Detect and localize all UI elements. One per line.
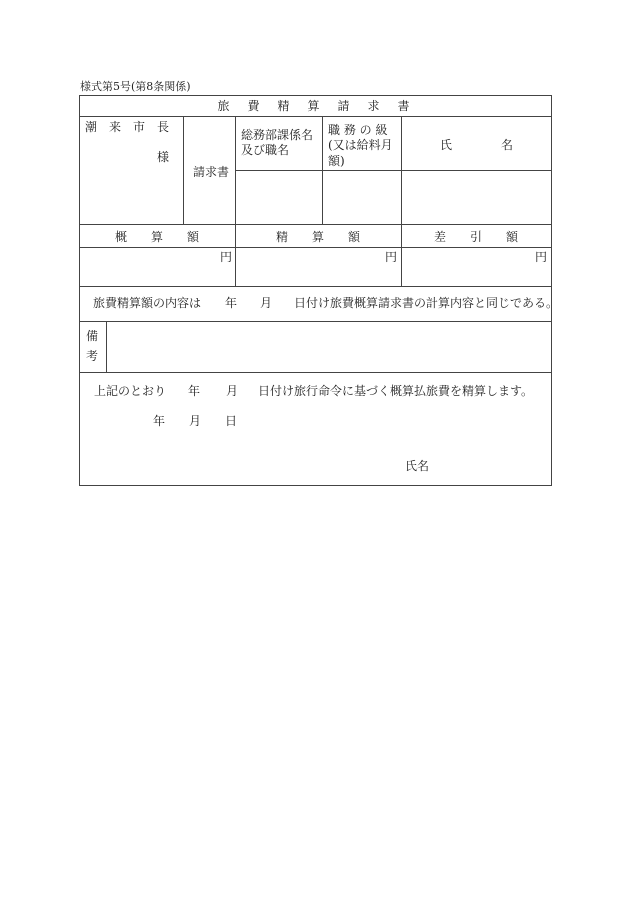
form-border xyxy=(79,95,552,486)
statement-month: 月 xyxy=(260,296,273,310)
settlement-yen: 円 xyxy=(385,250,398,264)
divider-header-cells xyxy=(235,170,551,171)
certification-month: 月 xyxy=(226,384,239,398)
statement-suffix: 日付け旅費概算請求書の計算内容と同じである。 xyxy=(294,296,559,310)
name-header-second: 名 xyxy=(501,138,514,152)
certification-suffix: 日付け旅行命令に基づく概算払旅費を精算します。 xyxy=(258,384,534,398)
form-title: 旅 費 精 算 請 求 書 xyxy=(217,99,413,113)
remarks-label-2: 考 xyxy=(86,349,99,363)
date-month: 月 xyxy=(189,414,202,428)
form-number: 様式第5号(第8条関係) xyxy=(80,80,191,93)
remarks-label-1: 備 xyxy=(86,329,99,343)
affiliation-header-line1: 総務部課係名 xyxy=(241,128,314,142)
divider-remarks-label xyxy=(106,321,107,372)
divider-grade xyxy=(401,116,402,286)
signature-label: 氏名 xyxy=(405,459,430,473)
estimate-yen: 円 xyxy=(220,250,233,264)
difference-yen: 円 xyxy=(535,250,548,264)
addressee-city: 潮 来 市 長 xyxy=(85,120,170,134)
settlement-header: 精 算 額 xyxy=(275,230,360,244)
divider-upper-block xyxy=(79,224,551,225)
statement-year: 年 xyxy=(225,296,238,310)
grade-header-line1: 職 務 の 級 xyxy=(328,123,388,137)
divider-request-label xyxy=(235,116,236,286)
difference-header: 差 引 額 xyxy=(433,230,518,244)
certification-year: 年 xyxy=(188,384,201,398)
divider-title xyxy=(79,116,551,117)
date-year: 年 xyxy=(153,414,166,428)
certification-prefix: 上記のとおり xyxy=(94,384,167,398)
addressee-honorific: 様 xyxy=(157,150,170,164)
divider-amounts xyxy=(79,286,551,287)
statement-prefix: 旅費精算額の内容は xyxy=(93,296,202,310)
date-day: 日 xyxy=(225,414,238,428)
estimate-header: 概 算 額 xyxy=(114,230,199,244)
divider-statement xyxy=(79,321,551,322)
affiliation-header-line2: 及び職名 xyxy=(241,143,290,157)
divider-affiliation xyxy=(322,116,323,224)
grade-header-line3: 額) xyxy=(328,154,345,168)
divider-amount-headers xyxy=(79,247,551,248)
grade-header-line2: (又は給料月 xyxy=(328,138,393,152)
divider-remarks xyxy=(79,372,551,373)
request-label: 請求書 xyxy=(193,165,230,179)
name-header-first: 氏 xyxy=(440,138,453,152)
divider-addressee xyxy=(183,116,184,224)
